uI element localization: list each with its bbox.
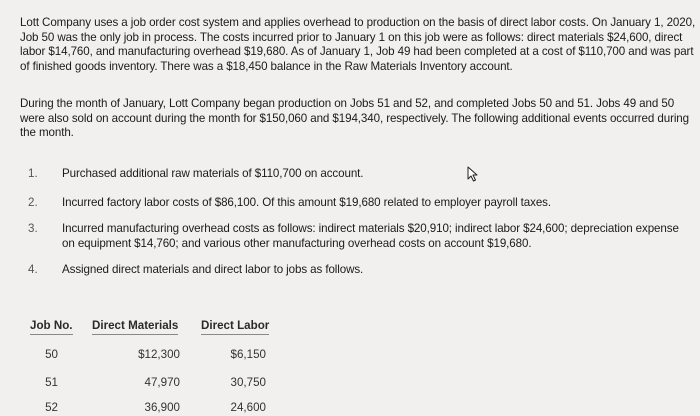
item-text: Purchased additional raw materials of $110,700 on account. [62, 167, 364, 180]
item-text: Assigned direct materials and direct labor to jobs as follows. [62, 263, 364, 276]
january-paragraph: During the month of January, Lott Company began production on Jobs 51 and 52, and completed Jobs 50 and 51. Jobs 49 and 50 were also sold on account during the month for $150,060 and $194,340, respectively. The following additional events occurred during the month. [20, 97, 690, 140]
item-number: 4. [28, 263, 38, 276]
item-number: 2. [28, 196, 38, 209]
item-number: 3. [28, 222, 38, 235]
item-text: Incurred factory labor costs of $86,100. Of this amount $19,680 related to employer payroll taxes. [62, 196, 552, 209]
intro-paragraph: Lott Company uses a job order cost system and applies overhead to production on the basis of direct labor costs. On January 1, 2020, Job 50 was the only job in process. The costs incurred prior to January 1 on this job were as follows: direct materials $24,600, direct labor $14,760, and manufacturing overhead $19,680. As of January 1, Job 49 had been completed at a cost of $110,700 and was part of finished goods inventory. There was a $18,450 balance in the Raw Materials Inventory account. [20, 16, 696, 73]
table-cell: 51 [45, 376, 58, 389]
table-cell: 30,750 [230, 376, 266, 389]
table-header: Direct Materials [92, 319, 178, 335]
table-cell: 50 [45, 348, 58, 361]
item-text: Incurred manufacturing overhead costs as follows: indirect materials $20,910; indirect labor $24,600; depreciation expense on equipment $14,760; and various other manufacturing overhead costs on account $19,680. [62, 222, 679, 250]
table-cell: $12,300 [138, 348, 180, 361]
table-cell: 52 [45, 401, 58, 414]
table-header: Job No. [30, 319, 73, 335]
table-cell: 47,970 [144, 376, 180, 389]
table-header: Direct Labor [201, 319, 269, 335]
table-cell: 36,900 [144, 401, 180, 414]
item-number: 1. [28, 167, 38, 180]
mouse-cursor-icon [466, 166, 480, 182]
table-cell: $6,150 [230, 348, 266, 361]
table-cell: 24,600 [230, 401, 266, 414]
